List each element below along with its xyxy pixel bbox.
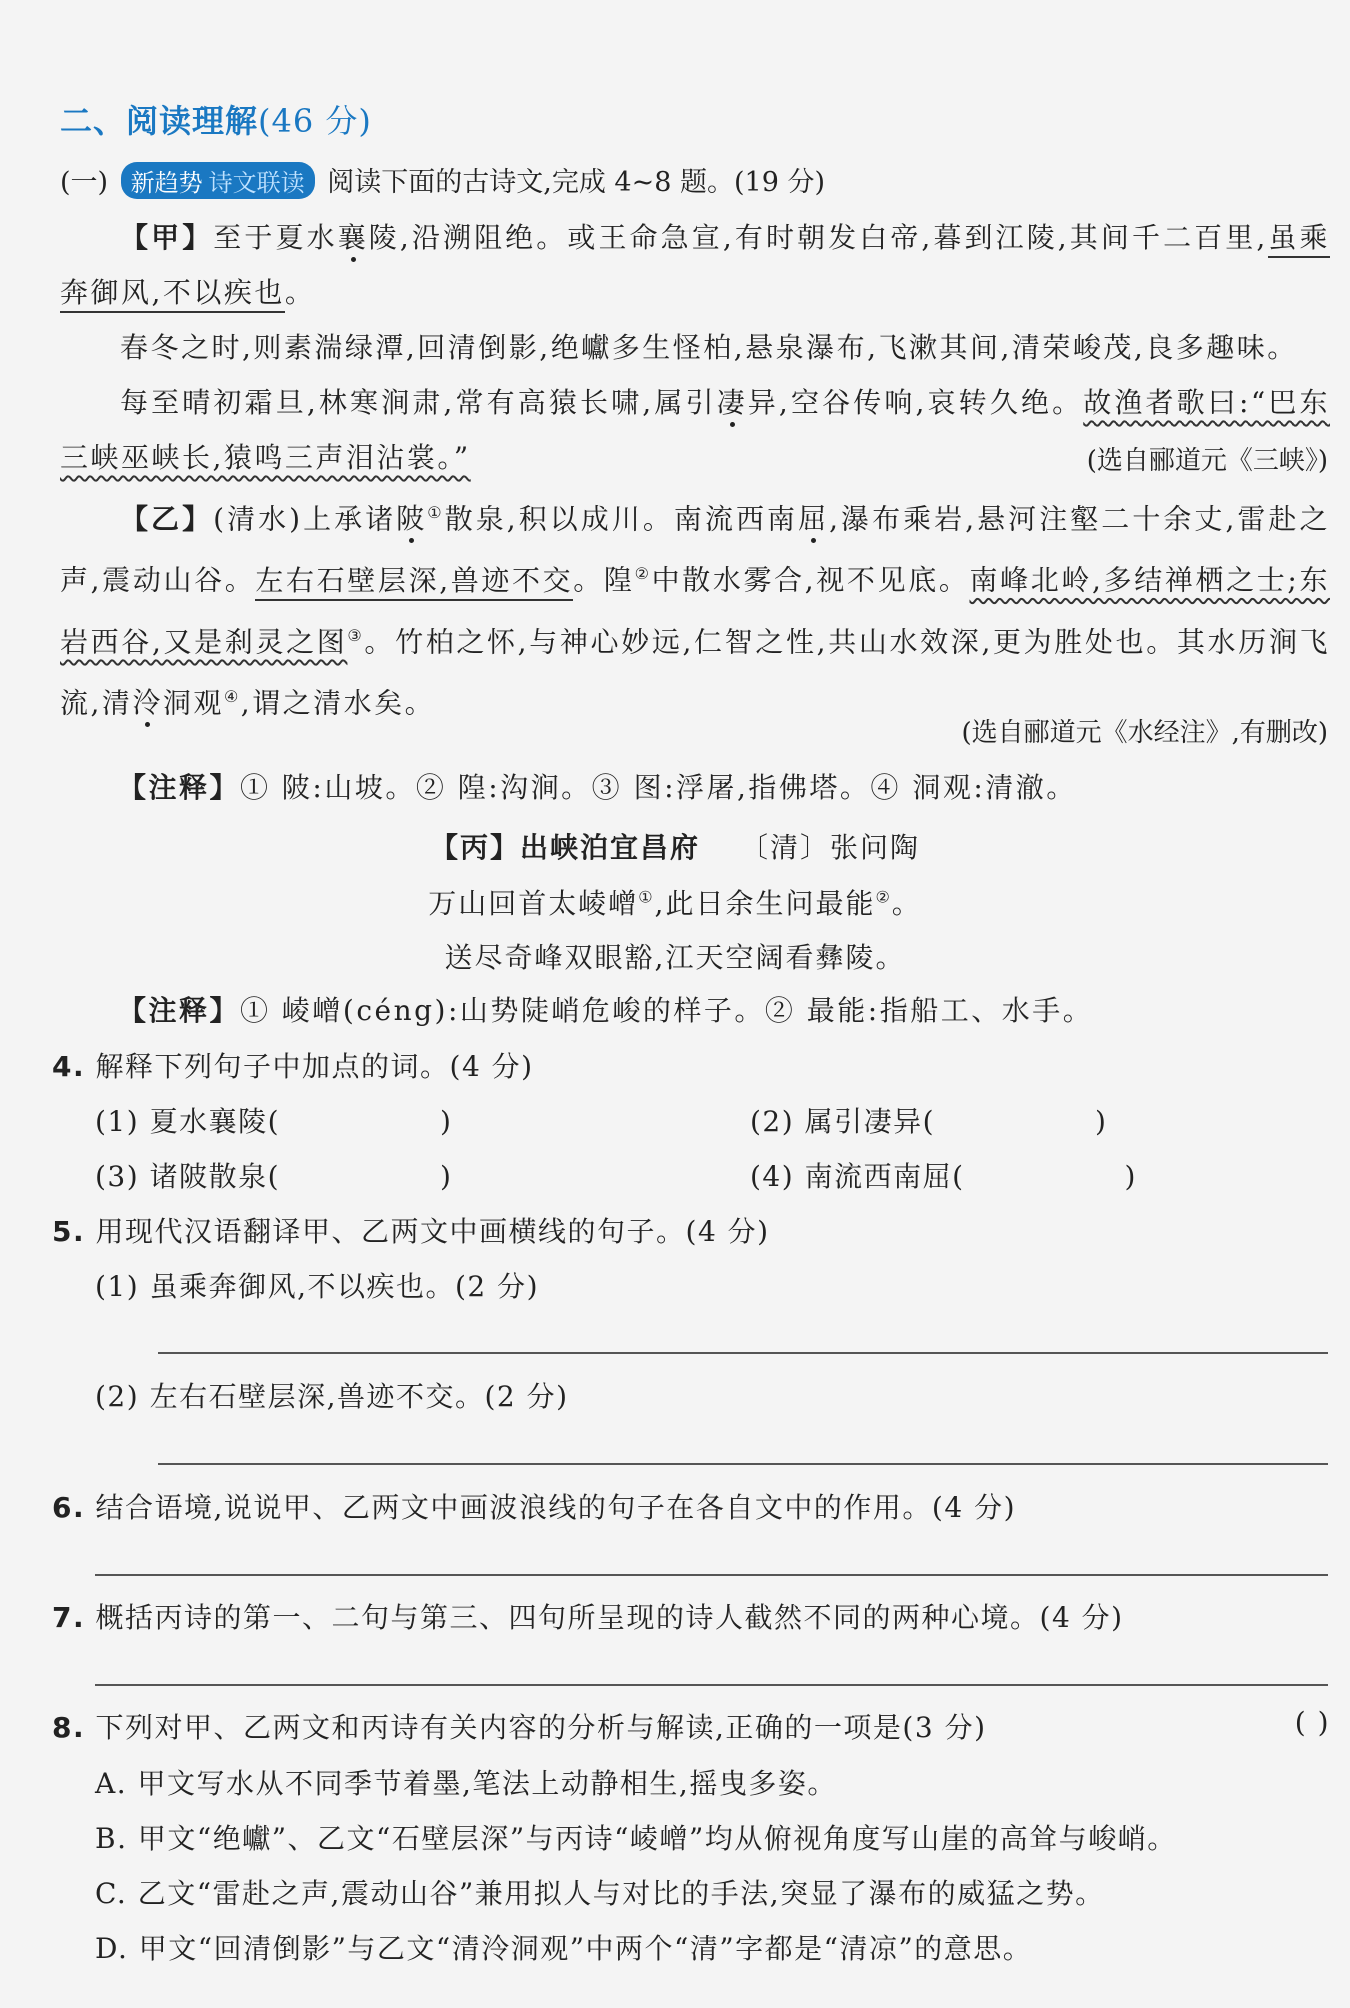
dotted-word: 襄 — [337, 221, 369, 254]
text-run: ) — [440, 1105, 453, 1138]
question-text: 下列对甲、乙两文和丙诗有关内容的分析与解读,正确的一项是(3 分) — [95, 1711, 987, 1744]
answer-line[interactable] — [158, 1352, 1328, 1354]
notes-tag: 【注释】 — [118, 771, 241, 804]
note-ref: ② — [634, 564, 652, 584]
question-text: 用现代汉语翻译甲、乙两文中画横线的句子。(4 分) — [95, 1215, 770, 1248]
dotted-word: 屈 — [798, 502, 830, 536]
notes-bing — [118, 983, 1318, 1038]
answer-line[interactable] — [95, 1684, 1328, 1686]
text-jia-p2 — [60, 320, 1330, 375]
option-b: B. 甲文“绝巘”、乙文“石壁层深”与丙诗“崚嶒”均从俯视角度写山崖的高耸与峻峭。 — [95, 1822, 1177, 1855]
poem-author: 〔清〕张问陶 — [740, 831, 921, 864]
text-run: (3) 诸陂散泉( — [95, 1160, 280, 1193]
question-number: 8. — [52, 1711, 86, 1744]
q4-item-2 — [750, 1100, 1107, 1140]
dotted-word: 陂 — [396, 502, 428, 536]
q5-sub-2: (2) 左右石壁层深,兽迹不交。(2 分) — [95, 1380, 569, 1413]
trend-badge — [121, 162, 315, 199]
poem-line-2 — [0, 936, 1350, 976]
note-ref: ④ — [223, 686, 241, 706]
text-run: 。隍 — [573, 563, 635, 597]
text-run: 至于夏水 — [213, 221, 338, 254]
text-run: ,此日余生问最能 — [654, 887, 876, 920]
text-tag-yi: 【乙】 — [120, 502, 214, 536]
question-text: 解释下列句子中加点的词。(4 分) — [95, 1050, 534, 1083]
part-number: (一) — [60, 167, 109, 198]
section-title-text: 二、阅读理解 — [60, 102, 259, 140]
section-title — [60, 96, 372, 142]
question-4 — [52, 1045, 534, 1085]
option-c: C. 乙文“雷赴之声,震动山谷”兼用拟人与对比的手法,突显了瀑布的威猛之势。 — [95, 1877, 1105, 1910]
note-ref: ① — [427, 503, 445, 522]
notes-tag: 【注释】 — [118, 994, 241, 1027]
wavy-underlined-sentence: 南峰北岭,多结禅栖之士;东岩西谷,又是刹灵之图 — [60, 563, 1330, 658]
option-d: D. 甲文“回清倒影”与乙文“清泠洞观”中两个“清”字都是“清凉”的意思。 — [95, 1932, 1033, 1965]
text-run: (2) 属引凄异( — [750, 1105, 935, 1138]
q4-item-4 — [750, 1155, 1137, 1195]
text-yi — [60, 485, 1330, 730]
poem-title-row — [0, 826, 1350, 866]
section-score: (46 分) — [258, 102, 372, 140]
underlined-sentence: 左右石壁层深,兽迹不交 — [255, 564, 573, 601]
q5-sub-1: (1) 虽乘奔御风,不以疾也。(2 分) — [95, 1270, 540, 1303]
text-run: ,瀑布乘岩,悬河注壑二十余丈,雷赴之声,震动山谷。 — [60, 502, 1330, 597]
dotted-word: 泠 — [132, 686, 163, 720]
answer-line[interactable] — [158, 1463, 1328, 1465]
text-run: 万山回首太崚嶒 — [428, 887, 639, 920]
question-text: 结合语境,说说甲、乙两文中画波浪线的句子在各自文中的作用。(4 分) — [95, 1491, 1016, 1524]
question-7 — [52, 1596, 1124, 1636]
note-ref: ② — [875, 887, 892, 907]
badge-sublabel: 诗文联读 — [208, 169, 305, 197]
passage-intro — [60, 160, 825, 199]
answer-line[interactable] — [95, 1574, 1328, 1576]
note-ref: ① — [638, 887, 655, 907]
text-run: 异,空谷传响,哀转久绝。 — [747, 386, 1084, 419]
q4-item-1 — [95, 1100, 452, 1140]
text-run: (4) 南流西南屈( — [750, 1160, 965, 1193]
notes-yi — [118, 760, 1318, 815]
question-5 — [52, 1210, 770, 1250]
question-8 — [52, 1706, 1330, 1746]
dotted-word: 凄 — [716, 386, 748, 419]
question-number: 4. — [52, 1050, 86, 1083]
poem-title: 【丙】出峡泊宜昌府 — [429, 831, 700, 864]
text-run: 。 — [284, 276, 316, 309]
text-run: 中散水雾合,视不见底。 — [651, 563, 970, 597]
text-run: (清水)上承诸 — [213, 502, 397, 536]
text-run: 送尽奇峰双眼豁,江天空阔看彝陵。 — [444, 941, 906, 974]
source-yi: (选自郦道元《水经注》,有删改) — [961, 718, 1328, 748]
text-run: (1) 夏水襄陵( — [95, 1105, 280, 1138]
notes-text: ① 陂:山坡。② 隍:沟涧。③ 图:浮屠,指佛塔。④ 洞观:清澈。 — [240, 771, 1077, 804]
text-run: ) — [1124, 1160, 1137, 1193]
text-tag-jia: 【甲】 — [120, 221, 214, 254]
text-run: 春冬之时,则素湍绿潭,回清倒影,绝巘多生怪柏,悬泉瀑布,飞漱其间,清荣峻茂,良多趣味。 — [120, 331, 1298, 364]
question-number: 7. — [52, 1601, 86, 1634]
poem-line-1 — [0, 882, 1350, 922]
intro-text: 阅读下面的古诗文,完成 4~8 题。(19 分) — [327, 167, 825, 198]
text-run: 每至晴初霜旦,林寒涧肃,常有高猿长啸,属引 — [120, 386, 717, 419]
text-run: 散泉,积以成川。南流西南 — [444, 502, 799, 536]
text-run: ) — [1095, 1105, 1108, 1138]
question-number: 6. — [52, 1491, 86, 1524]
question-number: 5. — [52, 1215, 86, 1248]
text-run: 洞观 — [162, 686, 224, 720]
wavy-underlined-sentence: 故渔者歌曰:“巴东三峡巫峡长,猿鸣三声泪沾裳。” — [60, 386, 1330, 474]
text-run: 陵,沿溯阻绝。或王命急宣,有时朝发白帝,暮到江陵,其间千二百里, — [368, 221, 1268, 254]
underlined-sentence: 虽乘奔御风,不以疾也 — [60, 221, 1330, 313]
question-text: 概括丙诗的第一、二句与第三、四句所呈现的诗人截然不同的两种心境。(4 分) — [95, 1601, 1124, 1634]
badge-label: 新趋势 — [130, 169, 203, 197]
text-run: ) — [440, 1160, 453, 1193]
text-jia-p1 — [60, 210, 1330, 320]
text-run: 。竹柏之怀,与神心妙远,仁智之性,共山水效深,更为胜处也。其水历涧飞流,清 — [60, 624, 1331, 720]
text-run: 。 — [891, 887, 922, 920]
q4-item-3 — [95, 1155, 452, 1195]
text-run: ,谓之清水矣。 — [240, 686, 436, 720]
note-ref: ③ — [347, 625, 365, 645]
question-6 — [52, 1486, 1016, 1526]
notes-text: ① 崚嶒(céng):山势陡峭危峻的样子。② 最能:指船工、水手。 — [240, 994, 1094, 1027]
source-jia: (选自郦道元《三峡》) — [1086, 446, 1328, 476]
option-a: A. 甲文写水从不同季节着墨,笔法上动静相生,摇曳多姿。 — [95, 1767, 837, 1800]
answer-bracket[interactable]: ( ) — [1294, 1706, 1330, 1739]
